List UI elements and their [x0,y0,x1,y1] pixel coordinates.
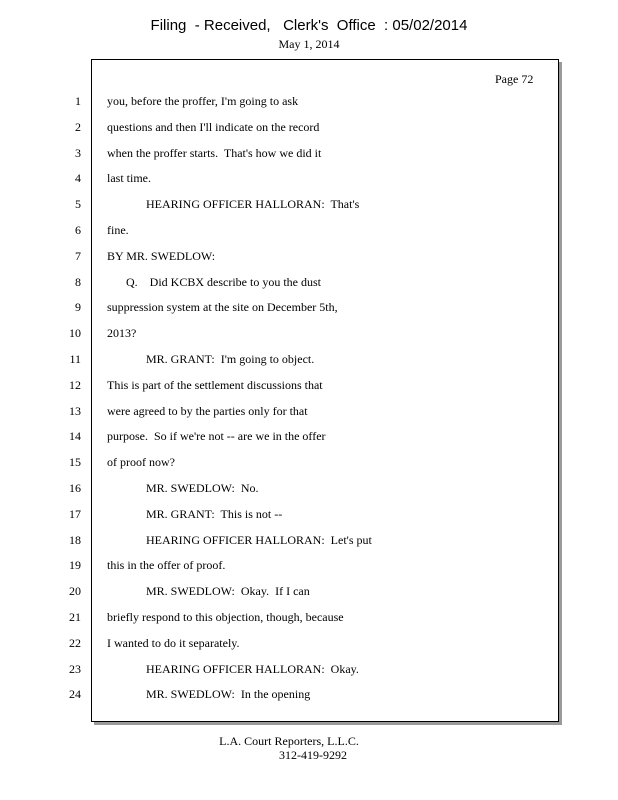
transcript-line [0,352,618,368]
transcript-line [0,94,618,110]
line-text: MR. GRANT: This is not -- [146,506,283,521]
transcript-line [0,687,618,703]
line-text: were agreed to by the parties only for that [107,403,308,418]
reporter-phone: 312-419-9292 [279,748,347,762]
line-text: fine. [107,223,129,237]
line-text: MR. SWEDLOW: Okay. If I can [146,584,310,599]
line-number: 1 [75,94,81,108]
line-number: 15 [69,455,81,470]
transcript-line [0,378,618,394]
line-number: 24 [69,687,81,702]
line-number: 2 [75,119,81,134]
line-number: 13 [69,403,81,418]
line-number: 22 [69,635,81,650]
line-text: suppression system at the site on December 5th, [107,300,338,315]
line-number: 20 [69,584,81,599]
transcript-line [0,584,618,600]
transcript-line [0,455,618,471]
line-number: 14 [69,429,81,444]
line-number: 23 [69,661,81,676]
line-text: Q. Did KCBX describe to you the dust [126,274,321,289]
line-text: MR. GRANT: I'm going to object. [146,352,315,366]
line-number: 5 [75,197,81,212]
line-text: HEARING OFFICER HALLORAN: That's [146,197,360,212]
transcript-line [0,636,618,652]
line-text: 2013? [107,326,137,341]
transcript-line [0,223,618,239]
transcript-line [0,326,618,342]
transcript-line [0,558,618,574]
line-number: 12 [69,377,81,392]
transcript-line [0,120,618,136]
line-text: last time. [107,171,151,186]
page-number: Page 72 [495,72,534,86]
line-text: BY MR. SWEDLOW: [107,248,216,263]
line-text: MR. SWEDLOW: In the opening [146,687,311,702]
line-number: 9 [75,300,81,315]
transcript-line [0,146,618,162]
line-text: purpose. So if we're not -- are we in the offer [107,429,326,444]
line-text: HEARING OFFICER HALLORAN: Okay. [146,661,359,676]
line-text: HEARING OFFICER HALLORAN: Let's put [146,532,372,547]
line-number: 19 [69,558,81,573]
line-text: briefly respond to this objection, though, because [107,610,344,624]
reporter-company: L.A. Court Reporters, L.L.C. [219,734,359,748]
line-number: 11 [69,352,81,366]
line-number: 21 [69,610,81,624]
line-text: MR. SWEDLOW: No. [146,481,259,495]
line-text: of proof now? [107,455,175,470]
line-number: 18 [69,532,81,547]
transcript-line [0,171,618,187]
line-number: 4 [75,171,81,186]
line-number: 3 [75,145,81,160]
transcript-line [0,662,618,678]
transcript-line [0,275,618,291]
transcript-line [0,197,618,213]
line-text: This is part of the settlement discussions that [107,377,323,392]
line-text: you, before the proffer, I'm going to ask [107,94,299,108]
filing-stamp: Filing - Received, Clerk's Office : 05/02/2014 [150,17,468,34]
line-number: 8 [75,274,81,289]
line-number: 7 [75,248,81,263]
line-number: 6 [75,223,81,237]
transcript-line [0,404,618,420]
transcript-date: May 1, 2014 [278,37,340,51]
line-number: 10 [69,326,81,341]
line-number: 16 [69,481,81,495]
line-number: 17 [69,506,81,521]
transcript-line [0,481,618,497]
transcript-line [0,429,618,445]
line-text: when the proffer starts. That's how we did it [107,145,322,160]
line-text: questions and then I'll indicate on the record [107,119,320,134]
transcript-line [0,300,618,316]
transcript-line [0,249,618,265]
transcript-line [0,533,618,549]
line-text: this in the offer of proof. [107,558,226,573]
transcript-line [0,507,618,523]
transcript-line [0,610,618,626]
line-text: I wanted to do it separately. [107,635,240,650]
